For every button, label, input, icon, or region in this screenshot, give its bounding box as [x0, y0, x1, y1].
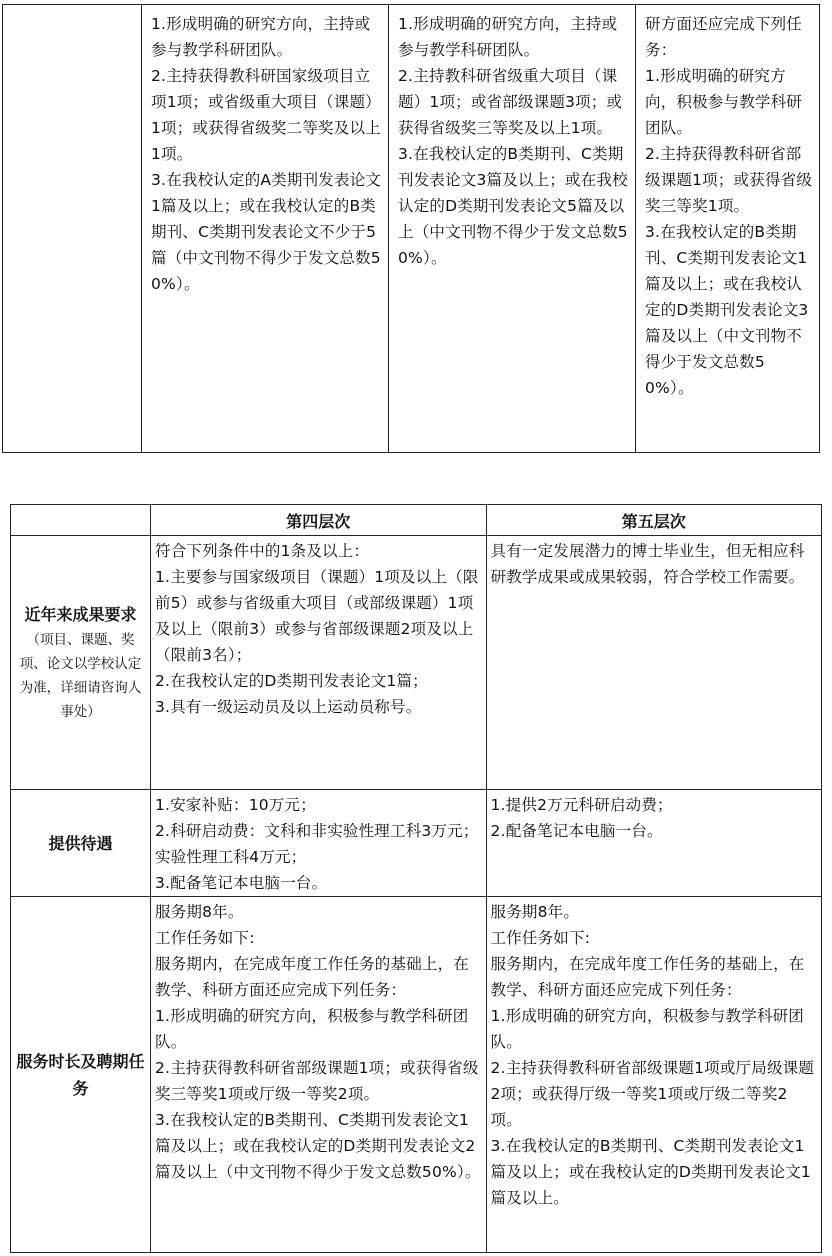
tier5-cell [486, 790, 822, 897]
row-label-title: 提供待遇 [48, 833, 113, 853]
row-label [11, 897, 151, 1253]
table-row-benefits [11, 790, 822, 897]
list-item: 2.在我校认定的D类期刊发表论文1篇； [155, 672, 428, 690]
list-item: 2.主持获得教科研省部级课题1项或厅局级课题2项；或获得厅级一等奖1项或厅级二等奖2项。 [490, 1059, 815, 1129]
table-row-service [11, 897, 822, 1253]
row-label [11, 536, 151, 790]
row-label-title: 服务时长及聘期任务 [16, 1051, 145, 1098]
list-item: 3.具有一级运动员及以上运动员称号。 [155, 698, 422, 716]
list-item: 3.在我校认定的A类期刊发表论文1篇及以上；或在我校认定的B类期刊、C类期刊发表论文不少于5篇（中文刊物不得少于发文总数50%）。 [151, 171, 382, 293]
list-item: 3.在我校认定的B类期刊、C类期刊发表论文1篇及以上；或在我校认定的D类期刊发表论文3篇及以上（中文刊物不得少于发文总数50%）。 [645, 223, 809, 397]
tier-cell [142, 5, 389, 453]
tier4-cell [151, 536, 487, 790]
list-item: 工作任务如下: [155, 929, 255, 947]
tier5-cell [486, 536, 822, 790]
tier4-cell [151, 790, 487, 897]
list-item: 1.形成明确的研究方向，主持或参与教学科研团队。 [398, 15, 618, 59]
list-item: 3.在我校认定的B类期刊、C类期刊发表论文1篇及以上；或在我校认定的D类期刊发表论文1篇及以上。 [490, 1137, 811, 1207]
row-label [11, 790, 151, 897]
list-item: 服务期8年。 [155, 903, 244, 921]
list-item: 工作任务如下: [490, 929, 591, 947]
list-item: 符合下列条件中的1条及以上： [155, 542, 370, 560]
list-item: 1.主要参与国家级项目（课题）1项及以上（限前5）或参与省级重大项目（或部级课题）1项及以上（限前3）或参与省部级课题2项及以上（限前3名）； [155, 568, 479, 664]
list-item: 2.主持获得教科研省部级课题1项；或获得省级奖三等奖1项。 [645, 145, 813, 215]
header-empty [11, 505, 151, 536]
list-item: 服务期内，在完成年度工作任务的基础上，在教学、科研方面还应完成下列任务： [490, 955, 805, 999]
tier-cell [636, 5, 820, 453]
list-item: 服务期8年。 [490, 903, 580, 921]
list-item: 2.主持获得教科研国家级项目立项1项；或省级重大项目（课题）1项；或获得省级奖二等奖及以上1项。 [151, 67, 381, 163]
list-item: 3.在我校认定的B类期刊、C类期刊发表论文3篇及以上；或在我校认定的D类期刊发表论文5篇及以上（中文刊物不得少于发文总数50%）。 [398, 145, 628, 267]
requirements-table-bottom [10, 504, 822, 1253]
list-item: 1.形成明确的研究方向，积极参与教学科研团队。 [155, 1007, 469, 1051]
list-item: 2.科研启动费：文科和非实验性理工科3万元；实验性理工科4万元； [155, 822, 479, 866]
header-tier5: 第五层次 [486, 505, 822, 536]
row-label-cell-empty [3, 5, 142, 453]
list-item: 3.配备笔记本电脑一台。 [155, 874, 328, 892]
list-item: 1.形成明确的研究方向，主持或参与教学科研团队。 [151, 15, 371, 59]
tier4-cell [151, 897, 487, 1253]
list-item: 具有一定发展潜力的博士毕业生，但无相应科研教学成果或成果较弱，符合学校工作需要。 [490, 542, 805, 586]
list-item: 1.安家补贴：10万元； [155, 796, 316, 814]
list-item: 1.提供2万元科研启动费； [490, 796, 673, 814]
list-item: 2.配备笔记本电脑一台。 [490, 822, 663, 840]
list-item: 2.主持教科研省级重大项目（课题）1项；或省部级课题3项；或获得省级奖三等奖及以上1项。 [398, 67, 623, 137]
list-item: 1.形成明确的研究方向，积极参与教学科研团队。 [490, 1007, 804, 1051]
tier5-cell [486, 897, 822, 1253]
list-item: 研方面还应完成下列任务： [645, 15, 803, 59]
list-item: 1.形成明确的研究方向，积极参与教学科研团队。 [645, 67, 803, 137]
row-label-note: （项目、课题、奖项、论文以学校认定为准，详细请咨询人事处） [19, 632, 142, 720]
header-tier4: 第四层次 [151, 505, 487, 536]
requirements-table-top [2, 4, 820, 453]
list-item: 3.在我校认定的B类期刊、C类期刊发表论文1篇及以上；或在我校认定的D类期刊发表论文2篇及以上（中文刊物不得少于发文总数50%）。 [155, 1111, 481, 1181]
tier-cell [389, 5, 636, 453]
list-item: 服务期内，在完成年度工作任务的基础上，在教学、科研方面还应完成下列任务： [155, 955, 470, 999]
list-item: 2.主持获得教科研省部级课题1项；或获得省级奖三等奖1项或厅级一等奖2项。 [155, 1059, 479, 1103]
table-row-achievements [11, 536, 822, 790]
row-label-title: 近年来成果要求 [24, 605, 137, 624]
header-row [11, 505, 822, 536]
table-row [3, 5, 820, 453]
page-gap [0, 462, 832, 492]
